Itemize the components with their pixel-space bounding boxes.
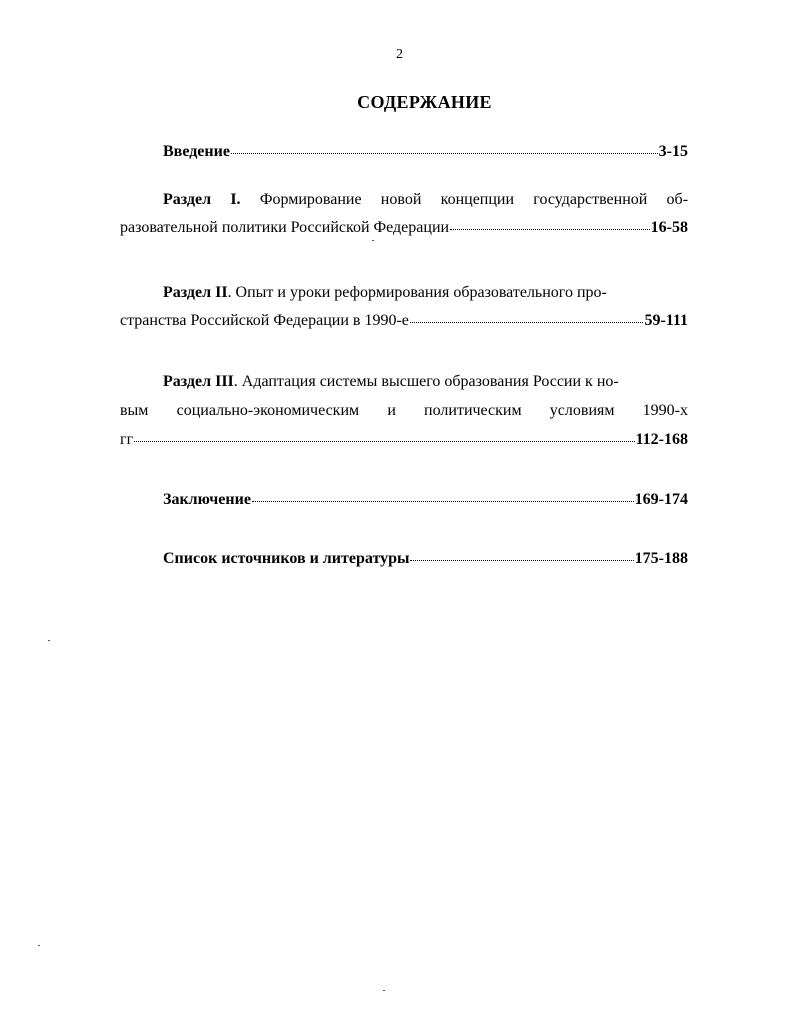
dot-leader	[410, 560, 633, 561]
toc-section-label: Раздел I.	[163, 191, 241, 208]
toc-section-label: Раздел III	[163, 373, 234, 390]
toc-line	[163, 548, 688, 570]
dot-leader	[252, 501, 634, 502]
scan-speck	[48, 640, 50, 641]
toc-line	[120, 400, 688, 422]
toc-section-label: Раздел II	[163, 284, 228, 301]
toc-entry-label: Заключение	[163, 491, 251, 508]
toc-line	[163, 189, 688, 211]
toc-entry-label: Введение	[163, 143, 230, 160]
toc-page-range: 3-15	[658, 143, 688, 160]
toc-entry-conclusion	[120, 489, 688, 511]
toc-page-range: 16-58	[650, 219, 688, 236]
toc-section-text: гг	[120, 431, 134, 448]
toc-entry-section-1	[120, 189, 688, 239]
toc-section-text: разовательной политики Российской Федерации	[120, 219, 450, 236]
toc-line	[163, 371, 688, 393]
dot-leader	[410, 322, 644, 323]
toc-entry-label: Список источников и литературы	[163, 550, 410, 567]
scan-speck	[383, 990, 385, 991]
toc-line	[120, 310, 688, 332]
dot-leader	[231, 153, 658, 154]
dot-leader	[134, 441, 634, 442]
toc-entry-section-3	[120, 371, 688, 451]
toc-section-text: Формирование новой концепции государственной об-	[259, 191, 689, 208]
toc-line	[120, 429, 688, 451]
toc-entry-section-2	[120, 282, 688, 332]
scan-speck	[38, 945, 40, 946]
toc-page-range: 112-168	[635, 431, 688, 448]
dot-leader	[450, 229, 650, 230]
toc-section-text: странства Российской Федерации в 1990-е	[120, 312, 409, 329]
toc-page-range: 169-174	[634, 491, 688, 508]
toc-page-range: 175-188	[634, 550, 688, 567]
toc-page-range: 59-111	[644, 312, 688, 329]
page-number: 2	[396, 47, 403, 62]
toc-line	[163, 141, 688, 163]
toc-entry-introduction	[120, 141, 688, 163]
scan-speck	[372, 240, 374, 241]
toc-section-text: . Адаптация системы высшего образования России к но-	[233, 373, 619, 390]
toc-line	[163, 282, 688, 304]
toc-line	[120, 217, 688, 239]
toc-title: СОДЕРЖАНИЕ	[357, 92, 492, 112]
toc-entry-references	[120, 548, 688, 570]
toc-section-text: . Опыт и уроки реформирования образовательного про-	[227, 284, 607, 301]
toc-line	[163, 489, 688, 511]
toc-section-text: вым социально-экономическим и политическим условиям 1990-х	[120, 402, 688, 419]
